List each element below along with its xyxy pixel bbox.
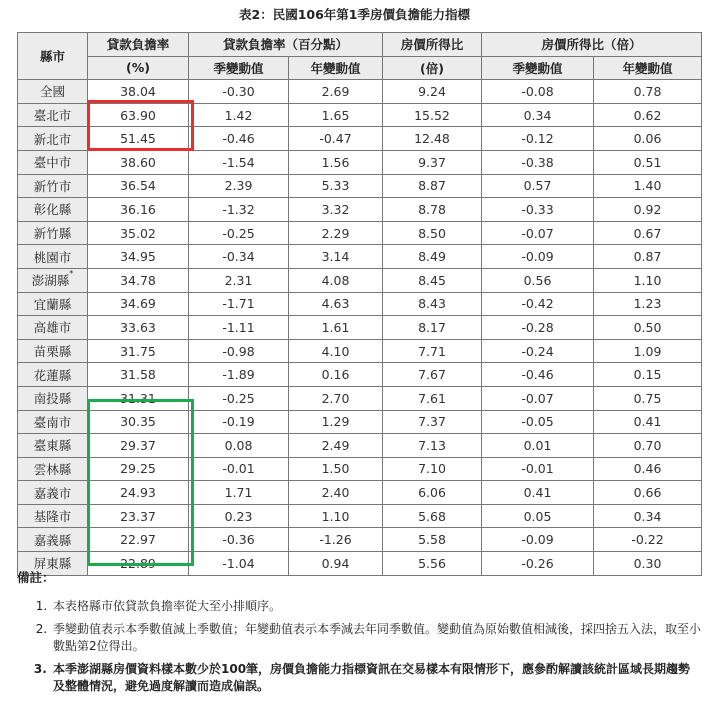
value-cell: 8.78 (383, 198, 482, 222)
value-cell: 8.87 (383, 174, 482, 198)
header-pir-yoy: 年變動值 (594, 56, 702, 80)
value-cell: 1.10 (289, 504, 383, 528)
table-row (18, 410, 702, 434)
value-cell: -1.32 (189, 198, 289, 222)
county-cell: 澎湖縣* (18, 268, 88, 292)
value-cell: -0.25 (189, 386, 289, 410)
table-row (18, 245, 702, 269)
notes-list (30, 598, 701, 701)
value-cell: -0.01 (189, 457, 289, 481)
county-cell: 雲林縣 (18, 457, 88, 481)
value-cell: -0.19 (189, 410, 289, 434)
table-row (18, 504, 702, 528)
table-row (18, 292, 702, 316)
note-item: 3. 本季澎湖縣房價資料樣本數少於100筆，房價負擔能力指標資訊在交易樣本有限情形下，應參酌解讀該統計區域長期趨勢及整體情況，避免過度解讀而造成偏誤。 (51, 661, 701, 695)
value-cell: -0.09 (482, 245, 594, 269)
value-cell: 35.02 (88, 221, 189, 245)
value-cell: -0.26 (482, 552, 594, 576)
value-cell: -1.71 (189, 292, 289, 316)
value-cell: 2.29 (289, 221, 383, 245)
value-cell: 0.50 (594, 316, 702, 340)
value-cell: 0.16 (289, 363, 383, 387)
value-cell: 0.78 (594, 80, 702, 104)
table-row (18, 198, 702, 222)
value-cell: -0.33 (482, 198, 594, 222)
value-cell: 2.31 (189, 268, 289, 292)
value-cell: 1.09 (594, 339, 702, 363)
county-cell: 新竹縣 (18, 221, 88, 245)
value-cell: 3.32 (289, 198, 383, 222)
table-row (18, 316, 702, 340)
value-cell: 7.61 (383, 386, 482, 410)
value-cell: 7.37 (383, 410, 482, 434)
value-cell: 22.89 (88, 552, 189, 576)
value-cell: 0.94 (289, 552, 383, 576)
table-row (18, 552, 702, 576)
table-row (18, 221, 702, 245)
county-cell: 基隆市 (18, 504, 88, 528)
value-cell: 2.40 (289, 481, 383, 505)
value-cell: 63.90 (88, 103, 189, 127)
header-pir-unit: (倍) (383, 56, 482, 80)
value-cell: 33.63 (88, 316, 189, 340)
value-cell: 0.70 (594, 434, 702, 458)
footnote-mark: * (69, 269, 74, 279)
value-cell: 0.15 (594, 363, 702, 387)
header-pir-change: 房價所得比（倍） (482, 33, 702, 57)
value-cell: 7.67 (383, 363, 482, 387)
table-row (18, 434, 702, 458)
value-cell: 1.61 (289, 316, 383, 340)
notes-heading: 備註： (17, 570, 55, 585)
value-cell: 0.56 (482, 268, 594, 292)
value-cell: 0.51 (594, 150, 702, 174)
value-cell: 31.31 (88, 386, 189, 410)
value-cell: -0.46 (482, 363, 594, 387)
note-item: 1. 本表格縣市依貸款負擔率從大至小排順序。 (51, 598, 701, 615)
county-cell: 全國 (18, 80, 88, 104)
value-cell: 1.10 (594, 268, 702, 292)
table-row (18, 481, 702, 505)
value-cell: -1.11 (189, 316, 289, 340)
note-item: 2. 季變動值表示本季數值減上季數值；年變動值表示本季減去年同季數值。變動值為原始數值相減後，採四捨五入法，取至小數點第2位得出。 (51, 621, 701, 655)
value-cell: 34.69 (88, 292, 189, 316)
value-cell: 9.37 (383, 150, 482, 174)
table-row (18, 103, 702, 127)
value-cell: 0.57 (482, 174, 594, 198)
value-cell: 34.78 (88, 268, 189, 292)
header-loan-change: 貸款負擔率（百分點） (189, 33, 383, 57)
value-cell: 0.46 (594, 457, 702, 481)
value-cell: 38.04 (88, 80, 189, 104)
value-cell: -0.46 (189, 127, 289, 151)
value-cell: 1.23 (594, 292, 702, 316)
value-cell: -0.38 (482, 150, 594, 174)
county-cell: 嘉義市 (18, 481, 88, 505)
value-cell: 0.62 (594, 103, 702, 127)
county-cell: 屏東縣 (18, 552, 88, 576)
header-pir-qoq: 季變動值 (482, 56, 594, 80)
value-cell: 8.17 (383, 316, 482, 340)
value-cell: 22.97 (88, 528, 189, 552)
value-cell: 5.68 (383, 504, 482, 528)
value-cell: 0.92 (594, 198, 702, 222)
value-cell: 31.58 (88, 363, 189, 387)
table-row (18, 80, 702, 104)
value-cell: -0.30 (189, 80, 289, 104)
county-cell: 彰化縣 (18, 198, 88, 222)
county-cell: 臺中市 (18, 150, 88, 174)
value-cell: -0.07 (482, 221, 594, 245)
value-cell: -1.26 (289, 528, 383, 552)
table-row (18, 457, 702, 481)
value-cell: -0.12 (482, 127, 594, 151)
value-cell: 5.56 (383, 552, 482, 576)
value-cell: 7.71 (383, 339, 482, 363)
value-cell: 1.40 (594, 174, 702, 198)
value-cell: 5.58 (383, 528, 482, 552)
value-cell: 1.29 (289, 410, 383, 434)
value-cell: -1.04 (189, 552, 289, 576)
value-cell: -0.08 (482, 80, 594, 104)
value-cell: 29.25 (88, 457, 189, 481)
value-cell: 1.50 (289, 457, 383, 481)
value-cell: 0.87 (594, 245, 702, 269)
county-cell: 高雄市 (18, 316, 88, 340)
value-cell: -1.89 (189, 363, 289, 387)
value-cell: 2.69 (289, 80, 383, 104)
value-cell: 8.50 (383, 221, 482, 245)
value-cell: 0.34 (482, 103, 594, 127)
value-cell: 0.05 (482, 504, 594, 528)
county-cell: 嘉義縣 (18, 528, 88, 552)
value-cell: -0.07 (482, 386, 594, 410)
table-row (18, 386, 702, 410)
table-row (18, 174, 702, 198)
value-cell: 0.06 (594, 127, 702, 151)
housing-affordability-table (17, 32, 702, 576)
county-cell: 花蓮縣 (18, 363, 88, 387)
value-cell: 15.52 (383, 103, 482, 127)
value-cell: 2.70 (289, 386, 383, 410)
value-cell: 36.54 (88, 174, 189, 198)
value-cell: 12.48 (383, 127, 482, 151)
value-cell: 4.08 (289, 268, 383, 292)
value-cell: 0.08 (189, 434, 289, 458)
value-cell: 24.93 (88, 481, 189, 505)
table-body (18, 80, 702, 575)
county-cell: 新竹市 (18, 174, 88, 198)
value-cell: 8.49 (383, 245, 482, 269)
value-cell: 30.35 (88, 410, 189, 434)
value-cell: 6.06 (383, 481, 482, 505)
header-loan-unit: (%) (88, 56, 189, 80)
value-cell: 51.45 (88, 127, 189, 151)
value-cell: 23.37 (88, 504, 189, 528)
header-loan-yoy: 年變動值 (289, 56, 383, 80)
table-row (18, 127, 702, 151)
value-cell: -0.42 (482, 292, 594, 316)
value-cell: 0.23 (189, 504, 289, 528)
table-row (18, 268, 702, 292)
value-cell: 7.10 (383, 457, 482, 481)
value-cell: 36.16 (88, 198, 189, 222)
table-row (18, 339, 702, 363)
header-price-income: 房價所得比 (383, 33, 482, 57)
value-cell: 1.42 (189, 103, 289, 127)
value-cell: 8.45 (383, 268, 482, 292)
county-cell: 臺東縣 (18, 434, 88, 458)
value-cell: 4.10 (289, 339, 383, 363)
value-cell: -0.34 (189, 245, 289, 269)
value-cell: 2.49 (289, 434, 383, 458)
value-cell: 2.39 (189, 174, 289, 198)
value-cell: -0.24 (482, 339, 594, 363)
value-cell: -0.28 (482, 316, 594, 340)
county-cell: 臺南市 (18, 410, 88, 434)
value-cell: 1.65 (289, 103, 383, 127)
value-cell: -1.54 (189, 150, 289, 174)
value-cell: 9.24 (383, 80, 482, 104)
header-loan-ratio: 貸款負擔率 (88, 33, 189, 57)
county-cell: 苗栗縣 (18, 339, 88, 363)
value-cell: 7.13 (383, 434, 482, 458)
value-cell: -0.05 (482, 410, 594, 434)
value-cell: -0.01 (482, 457, 594, 481)
header-loan-qoq: 季變動值 (189, 56, 289, 80)
value-cell: -0.25 (189, 221, 289, 245)
value-cell: -0.22 (594, 528, 702, 552)
value-cell: 34.95 (88, 245, 189, 269)
county-cell: 南投縣 (18, 386, 88, 410)
value-cell: -0.47 (289, 127, 383, 151)
value-cell: -0.98 (189, 339, 289, 363)
value-cell: 0.01 (482, 434, 594, 458)
value-cell: 29.37 (88, 434, 189, 458)
table-row (18, 363, 702, 387)
value-cell: 38.60 (88, 150, 189, 174)
value-cell: 0.41 (482, 481, 594, 505)
value-cell: 0.41 (594, 410, 702, 434)
county-cell: 新北市 (18, 127, 88, 151)
table-title: 表2：民國106年第1季房價負擔能力指標 (239, 7, 470, 22)
value-cell: 0.34 (594, 504, 702, 528)
value-cell: -0.36 (189, 528, 289, 552)
county-cell: 桃園市 (18, 245, 88, 269)
county-cell: 宜蘭縣 (18, 292, 88, 316)
value-cell: 1.56 (289, 150, 383, 174)
value-cell: -0.09 (482, 528, 594, 552)
value-cell: 31.75 (88, 339, 189, 363)
value-cell: 1.71 (189, 481, 289, 505)
county-cell: 臺北市 (18, 103, 88, 127)
value-cell: 8.43 (383, 292, 482, 316)
value-cell: 0.67 (594, 221, 702, 245)
value-cell: 0.30 (594, 552, 702, 576)
table-row (18, 528, 702, 552)
value-cell: 3.14 (289, 245, 383, 269)
value-cell: 5.33 (289, 174, 383, 198)
value-cell: 0.75 (594, 386, 702, 410)
header-county: 縣市 (18, 33, 88, 80)
value-cell: 0.66 (594, 481, 702, 505)
table-row (18, 150, 702, 174)
value-cell: 4.63 (289, 292, 383, 316)
